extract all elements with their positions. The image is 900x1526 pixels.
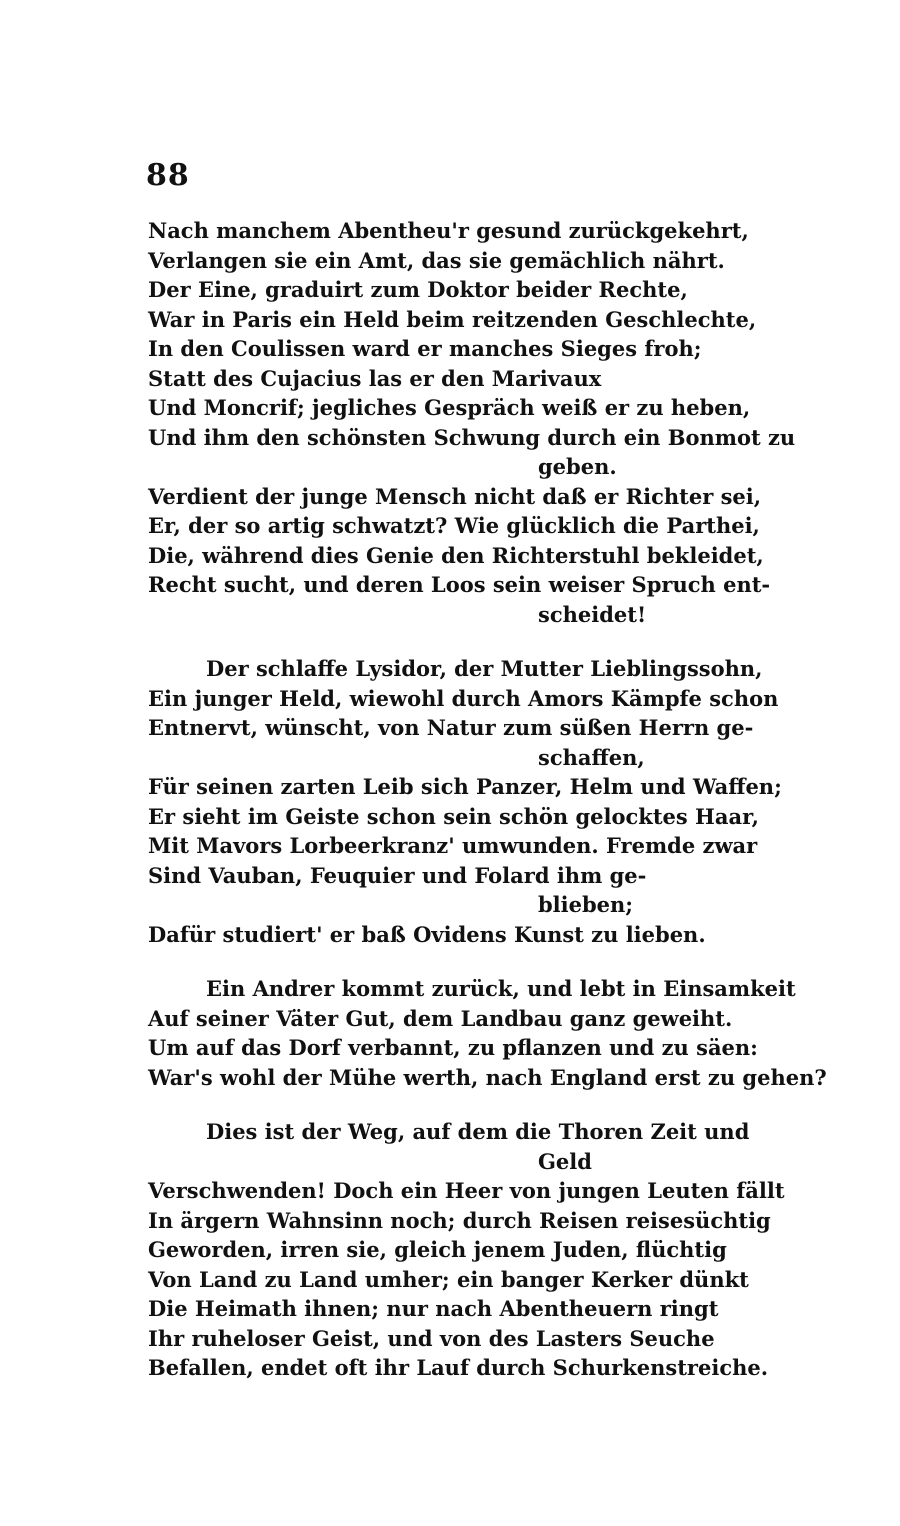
verse-line: Ihr ruheloser Geist, und von des Lasters Seuche — [148, 1325, 715, 1351]
verse-line: Nach manchem Abentheu'r gesund zurückgekehrt, — [148, 218, 749, 243]
verse-line: Verlangen sie ein Amt, das sie gemächlich nährt. — [148, 247, 725, 273]
verse-line-turnover: geben. — [538, 454, 617, 479]
verse-line: Verdient der junge Mensch nicht daß er Richter sei, — [148, 483, 762, 509]
verse-line: Um auf das Dorf verbannt, zu pflanzen und zu säen: — [148, 1035, 758, 1060]
verse-line: Mit Mavors Lorbeerkranz' umwunden. Fremde zwar — [148, 833, 758, 858]
verse-line: Dafür studiert' er baß Ovidens Kunst zu lieben. — [148, 921, 706, 947]
verse-line: Geworden, irren sie, gleich jenem Juden, flüchtig — [148, 1237, 727, 1262]
poem-body — [148, 216, 827, 1383]
verse-line: In ärgern Wahnsinn noch; durch Reisen reisesüchtig — [148, 1207, 771, 1233]
verse-line: In den Coulissen ward er manches Sieges froh; — [148, 336, 702, 361]
verse-line: Er sieht im Geiste schon sein schön gelocktes Haar, — [148, 803, 759, 829]
verse-line: Sind Vauban, Feuquier und Folard ihm ge- — [148, 862, 647, 888]
verse-line: Ein junger Held, wiewohl durch Amors Kämpfe schon — [148, 685, 779, 711]
verse-line-turnover: Geld — [538, 1148, 592, 1174]
verse-line: Recht sucht, und deren Loos sein weiser Spruch ent- — [148, 572, 771, 597]
verse-line: War's wohl der Mühe werth, nach England erst zu gehen? — [148, 1064, 827, 1090]
verse-line: Ein Andrer kommt zurück, und lebt in Einsamkeit — [206, 976, 796, 1001]
verse-line: Auf seiner Väter Gut, dem Landbau ganz geweiht. — [148, 1005, 733, 1031]
verse-line-turnover: blieben; — [538, 892, 634, 917]
verse-line: Für seinen zarten Leib sich Panzer, Helm und Waffen; — [148, 774, 782, 799]
verse-line: Und ihm den schönsten Schwung durch ein Bonmot zu — [148, 424, 796, 450]
page-number: 88 — [146, 158, 190, 193]
verse-line: Dies ist der Weg, auf dem die Thoren Zeit und — [206, 1119, 750, 1144]
verse-line: Die, während dies Genie den Richterstuhl bekleidet, — [148, 542, 764, 568]
verse-line: Und Moncrif; jegliches Gespräch weiß er zu heben, — [148, 395, 751, 420]
verse-line: Der Eine, graduirt zum Doktor beider Rechte, — [148, 277, 688, 302]
verse-line-turnover: scheidet! — [538, 601, 647, 627]
verse-line: Von Land zu Land umher; ein banger Kerker dünkt — [148, 1266, 749, 1292]
verse-line-turnover: schaffen, — [538, 744, 645, 770]
verse-line: Die Heimath ihnen; nur nach Abentheuern ringt — [148, 1296, 719, 1321]
verse-line: Befallen, endet oft ihr Lauf durch Schurkenstreiche. — [148, 1355, 769, 1380]
verse-line: War in Paris ein Held beim reitzenden Geschlechte, — [148, 306, 757, 332]
verse-line: Der schlaffe Lysidor, der Mutter Lieblingssohn, — [206, 656, 763, 681]
verse-line: Verschwenden! Doch ein Heer von jungen Leuten fällt — [148, 1178, 785, 1203]
verse-line: Statt des Cujacius las er den Marivaux — [148, 365, 602, 391]
verse-line: Entnervt, wünscht, von Natur zum süßen Herrn ge- — [148, 715, 754, 740]
verse-line: Er, der so artig schwatzt? Wie glücklich die Parthei, — [148, 513, 760, 538]
